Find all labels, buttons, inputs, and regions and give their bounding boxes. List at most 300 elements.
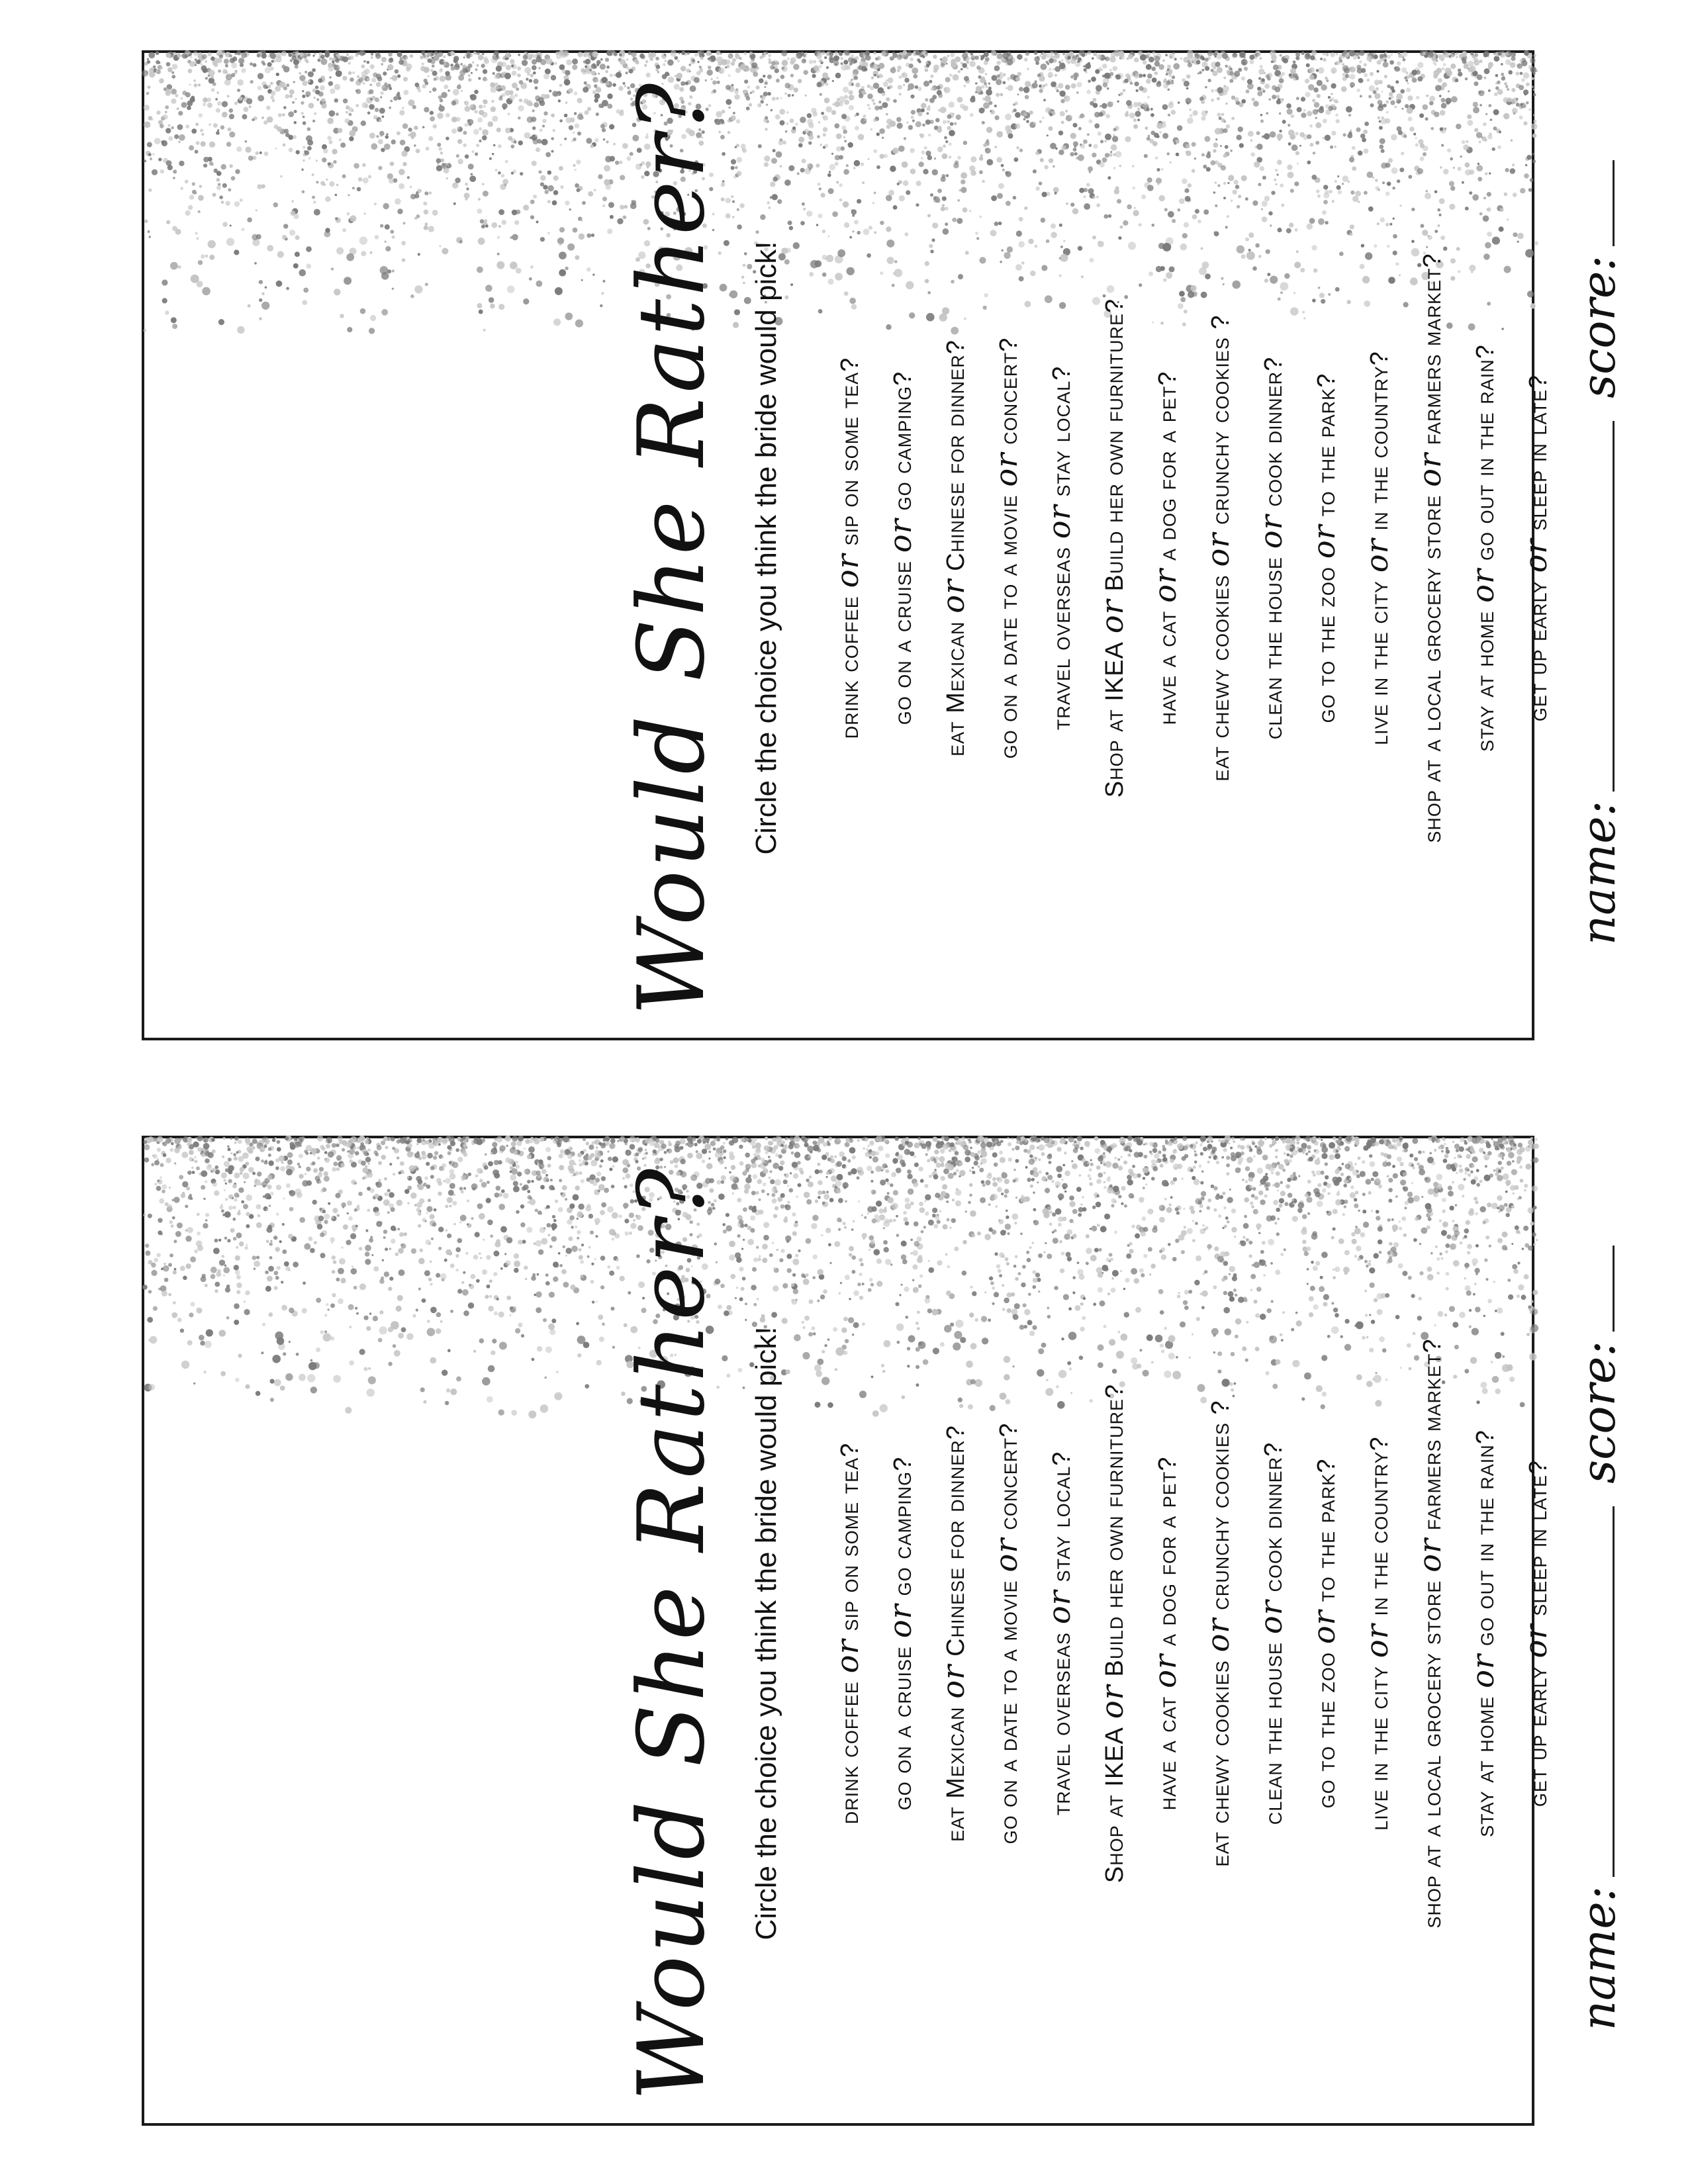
glitter-dot: [371, 56, 373, 59]
choice-a[interactable]: live in the city: [1366, 580, 1393, 745]
glitter-dot: [180, 187, 183, 190]
glitter-dot: [162, 1184, 167, 1189]
glitter-dot: [1074, 1140, 1076, 1143]
glitter-dot: [809, 60, 814, 64]
choice-a[interactable]: go to the zoo: [1313, 567, 1340, 723]
question-row: [1403, 65, 1456, 1031]
glitter-dot: [708, 58, 710, 60]
score-label: score:: [1571, 255, 1626, 398]
glitter-dot: [605, 58, 609, 62]
glitter-dot: [443, 1138, 447, 1143]
glitter-dot: [1259, 57, 1262, 60]
or-connector: or: [1253, 514, 1289, 549]
glitter-dot: [790, 60, 794, 65]
glitter-dot: [985, 57, 990, 62]
glitter-dot: [840, 57, 843, 60]
glitter-dot: [843, 60, 848, 64]
glitter-dot: [979, 54, 981, 56]
glitter-dot: [150, 158, 152, 160]
glitter-dot: [482, 52, 485, 55]
glitter-dot: [484, 57, 488, 61]
glitter-dot: [1264, 1137, 1267, 1140]
glitter-dot: [857, 1139, 860, 1142]
glitter-dot: [152, 169, 158, 175]
or-connector: or: [1359, 538, 1395, 573]
glitter-dot: [410, 54, 413, 58]
glitter-dot: [144, 329, 146, 332]
choice-a[interactable]: Shop at IKEA: [1101, 641, 1129, 798]
glitter-dot: [1067, 56, 1071, 60]
choice-b[interactable]: to the park?: [1313, 373, 1340, 517]
glitter-dot: [252, 1146, 256, 1150]
glitter-dot: [518, 54, 520, 56]
glitter-dot: [158, 62, 160, 64]
glitter-dot: [1041, 53, 1043, 55]
glitter-dot: [193, 51, 198, 56]
glitter-dot: [865, 55, 871, 61]
glitter-dot: [172, 324, 177, 329]
glitter-dot: [1524, 50, 1529, 56]
glitter-dot: [1231, 1137, 1235, 1140]
glitter-dot: [451, 52, 455, 56]
glitter-dot: [1128, 54, 1133, 59]
glitter-dot: [148, 189, 152, 192]
glitter-dot: [1377, 60, 1382, 65]
glitter-dot: [728, 54, 733, 59]
glitter-dot: [787, 58, 790, 60]
glitter-dot: [1213, 52, 1217, 56]
or-connector: or: [882, 518, 918, 553]
glitter-dot: [1147, 52, 1150, 56]
glitter-dot: [1380, 54, 1384, 58]
glitter-dot: [732, 58, 736, 62]
glitter-dot: [1280, 54, 1282, 57]
glitter-dot: [1079, 50, 1085, 56]
glitter-dot: [620, 59, 626, 65]
glitter-dot: [1359, 60, 1362, 64]
glitter-dot: [168, 136, 173, 141]
glitter-dot: [171, 317, 177, 323]
glitter-dot: [166, 62, 171, 67]
card-content: [185, 65, 1626, 1031]
glitter-dot: [739, 1145, 743, 1149]
glitter-dot: [1358, 56, 1360, 59]
glitter-dot: [1050, 51, 1054, 55]
glitter-dot: [526, 53, 528, 55]
glitter-dot: [1199, 1144, 1202, 1146]
or-connector: or: [988, 452, 1024, 487]
choice-a[interactable]: clean the house: [1260, 557, 1288, 740]
glitter-dot: [144, 220, 148, 223]
glitter-dot: [1195, 54, 1200, 59]
glitter-dot: [1200, 56, 1204, 60]
glitter-dot: [431, 53, 434, 56]
question-row: [1350, 65, 1403, 1031]
glitter-dot: [1232, 53, 1237, 58]
glitter-dot: [195, 58, 197, 61]
glitter-dot: [1311, 50, 1317, 56]
glitter-dot: [229, 54, 232, 58]
glitter-dot: [796, 56, 798, 58]
glitter-dot: [443, 56, 445, 58]
glitter-dot: [324, 50, 330, 56]
glitter-dot: [190, 56, 192, 58]
glitter-dot: [510, 59, 514, 64]
or-connector: or: [1094, 599, 1130, 634]
glitter-dot: [677, 60, 680, 62]
glitter-dot: [813, 60, 816, 64]
glitter-dot: [306, 60, 309, 64]
glitter-dot: [533, 54, 538, 59]
glitter-dot: [164, 87, 167, 91]
glitter-dot: [1326, 53, 1329, 56]
choice-b[interactable]: in the country?: [1366, 351, 1393, 531]
glitter-dot: [153, 66, 156, 69]
or-connector: or: [1041, 504, 1077, 539]
glitter-dot: [596, 60, 601, 65]
glitter-dot: [172, 64, 178, 69]
glitter-dot: [1389, 60, 1394, 65]
glitter-dot: [154, 1160, 160, 1165]
glitter-dot: [241, 52, 247, 58]
glitter-dot: [162, 114, 167, 120]
glitter-dot: [165, 310, 169, 314]
glitter-dot: [1359, 50, 1364, 56]
glitter-dot: [443, 60, 445, 62]
glitter-dot: [326, 1144, 330, 1148]
choice-b[interactable]: sleep in late?: [1524, 374, 1552, 531]
glitter-dot: [966, 61, 969, 64]
glitter-dot: [910, 58, 914, 62]
glitter-dot: [835, 51, 839, 55]
choice-a[interactable]: go on a cruise: [889, 561, 917, 725]
choice-a[interactable]: shop at a local grocery store: [1419, 494, 1446, 843]
glitter-dot: [1062, 53, 1065, 56]
glitter-dot: [1205, 58, 1209, 62]
glitter-dot: [1017, 54, 1023, 60]
glitter-dot: [577, 52, 583, 57]
glitter-dot: [177, 124, 183, 130]
glitter-dot: [1456, 52, 1458, 55]
instruction-text: Circle the choice you think the bride would pick!: [750, 241, 782, 855]
glitter-dot: [1249, 55, 1254, 60]
glitter-dot: [631, 52, 636, 57]
glitter-dot: [165, 128, 171, 133]
glitter-dot: [1397, 52, 1400, 54]
glitter-dot: [1403, 58, 1406, 62]
glitter-dot: [166, 220, 170, 224]
glitter-dot: [655, 57, 659, 61]
glitter-dot: [422, 1138, 425, 1141]
glitter-dot: [641, 55, 645, 60]
glitter-dot: [1462, 51, 1467, 56]
glitter-dot: [177, 108, 179, 111]
glitter-dot: [1070, 58, 1076, 64]
glitter-dot: [151, 118, 154, 120]
glitter-dot: [1301, 52, 1305, 55]
glitter-dot: [1475, 53, 1479, 57]
glitter-dot: [434, 51, 438, 55]
glitter-dot: [420, 56, 424, 60]
glitter-dot: [1196, 60, 1201, 65]
glitter-dot: [1134, 58, 1139, 62]
glitter-dot: [881, 51, 886, 56]
glitter-dot: [749, 52, 753, 56]
glitter-dot: [915, 51, 920, 56]
glitter-dot: [144, 121, 150, 128]
glitter-dot: [1258, 54, 1260, 56]
glitter-dot: [1323, 58, 1327, 62]
choice-a[interactable]: stay at home: [1472, 610, 1499, 752]
glitter-dot: [318, 59, 321, 62]
question-row: [874, 65, 927, 1031]
glitter-dot: [144, 105, 150, 111]
glitter-dot: [768, 58, 771, 61]
or-connector: or: [1200, 532, 1236, 567]
glitter-dot: [156, 51, 160, 55]
glitter-dot: [171, 71, 174, 74]
glitter-dot: [626, 59, 628, 61]
glitter-dot: [355, 54, 358, 57]
glitter-dot: [583, 54, 587, 58]
glitter-dot: [897, 54, 902, 60]
glitter-dot: [1105, 56, 1109, 61]
glitter-dot: [1180, 57, 1182, 60]
choice-b[interactable]: Chinese for dinner?: [942, 340, 970, 571]
choice-a[interactable]: drink coffee: [836, 596, 864, 739]
glitter-dot: [855, 56, 859, 60]
choice-a[interactable]: travel overseas: [1048, 547, 1076, 731]
or-connector: or: [1147, 569, 1183, 603]
question-row: [980, 65, 1033, 1031]
glitter-dot: [1250, 60, 1254, 64]
score-blank-line[interactable]: [1613, 160, 1615, 246]
choice-a[interactable]: eat chewy cookies: [1207, 574, 1235, 782]
glitter-dot: [680, 1146, 684, 1150]
glitter-dot: [476, 52, 480, 56]
glitter-dot: [1456, 56, 1458, 58]
glitter-dot: [1366, 56, 1372, 62]
glitter-dot: [1230, 1147, 1233, 1150]
glitter-dot: [614, 52, 618, 56]
glitter-dot: [388, 52, 393, 57]
glitter-dot: [1207, 51, 1213, 56]
glitter-dot: [572, 58, 578, 64]
glitter-dot: [865, 51, 870, 56]
glitter-dot: [427, 53, 431, 57]
glitter-dot: [144, 1158, 150, 1163]
glitter-dot: [271, 60, 274, 63]
glitter-dot: [1025, 52, 1029, 56]
glitter-dot: [397, 52, 402, 57]
glitter-dot: [257, 54, 261, 58]
glitter-dot: [277, 1140, 281, 1144]
or-connector: or: [1306, 524, 1342, 559]
glitter-dot: [180, 1328, 184, 1332]
game-card-bottom: [142, 1136, 1626, 2126]
glitter-dot: [650, 58, 653, 61]
glitter-dot: [664, 54, 666, 56]
glitter-dot: [845, 50, 850, 56]
glitter-dot: [764, 52, 767, 56]
glitter-dot: [173, 1197, 179, 1203]
glitter-dot: [824, 56, 827, 59]
choice-a[interactable]: eat Mexican: [942, 621, 970, 756]
glitter-dot: [725, 60, 730, 65]
glitter-dot: [171, 89, 177, 95]
glitter-dot: [670, 50, 677, 57]
glitter-dot: [1001, 58, 1006, 63]
glitter-dot: [169, 52, 171, 54]
glitter-dot: [173, 177, 175, 179]
glitter-dot: [1078, 58, 1082, 62]
glitter-dot: [955, 56, 961, 62]
glitter-dot: [1396, 1142, 1401, 1147]
glitter-dot: [681, 51, 685, 55]
glitter-dot: [664, 60, 667, 62]
choice-b[interactable]: stay local?: [1048, 365, 1076, 497]
glitter-dot: [318, 52, 322, 56]
glitter-dot: [168, 124, 171, 127]
glitter-dot: [1121, 56, 1125, 60]
glitter-dot: [148, 52, 155, 59]
question-row: [1192, 65, 1244, 1031]
glitter-dot: [1007, 54, 1013, 61]
glitter-dot: [1165, 54, 1168, 56]
choice-b[interactable]: sip on some tea?: [836, 357, 864, 546]
glitter-dot: [149, 68, 154, 73]
glitter-dot: [147, 142, 152, 148]
glitter-dot: [1043, 53, 1047, 57]
glitter-dot: [851, 54, 855, 58]
glitter-dot: [1143, 1144, 1145, 1146]
glitter-dot: [1470, 52, 1474, 55]
glitter-dot: [740, 1138, 745, 1142]
glitter-dot: [1145, 1142, 1148, 1146]
choice-a[interactable]: get up early: [1524, 580, 1552, 722]
glitter-dot: [1295, 1136, 1300, 1141]
glitter-dot: [142, 70, 148, 77]
glitter-dot: [1505, 52, 1509, 56]
glitter-dot: [172, 226, 177, 231]
glitter-dot: [762, 54, 764, 56]
glitter-dot: [512, 1136, 518, 1142]
glitter-dot: [1218, 1139, 1221, 1142]
glitter-dot: [182, 53, 188, 59]
choice-b[interactable]: cook dinner?: [1260, 356, 1288, 507]
question-row: [1509, 65, 1562, 1031]
choice-a[interactable]: have a cat: [1154, 610, 1182, 725]
glitter-dot: [144, 159, 146, 162]
glitter-dot: [173, 169, 177, 173]
glitter-dot: [546, 58, 553, 65]
glitter-dot: [332, 61, 334, 64]
glitter-dot: [147, 60, 150, 64]
glitter-dot: [1374, 54, 1378, 59]
question-row: [1139, 65, 1192, 1031]
question-row: [821, 65, 874, 1031]
glitter-dot: [177, 265, 181, 269]
glitter-dot: [348, 62, 351, 65]
choice-b[interactable]: a dog for a pet?: [1154, 371, 1182, 561]
glitter-dot: [980, 58, 983, 60]
choice-b[interactable]: crunchy cookies ?: [1207, 314, 1235, 525]
glitter-dot: [997, 53, 1003, 59]
glitter-dot: [148, 85, 151, 89]
glitter-dot: [1441, 59, 1444, 62]
name-score-footer: [1569, 65, 1628, 1031]
glitter-dot: [743, 52, 747, 55]
glitter-dot: [619, 54, 622, 56]
or-connector: or: [1518, 538, 1554, 573]
glitter-dot: [675, 56, 679, 60]
glitter-dot: [375, 52, 380, 57]
glitter-dot: [563, 51, 569, 57]
glitter-dot: [172, 75, 176, 79]
glitter-dot: [610, 54, 612, 56]
glitter-dot: [735, 53, 739, 57]
choice-b[interactable]: farmers market?: [1419, 253, 1446, 445]
choice-a[interactable]: go on a date to a movie: [995, 494, 1023, 759]
glitter-dot: [197, 1136, 203, 1142]
glitter-dot: [1483, 51, 1489, 57]
glitter-dot: [970, 53, 973, 56]
glitter-dot: [1314, 58, 1317, 61]
glitter-dot: [1076, 54, 1079, 58]
glitter-dot: [940, 58, 942, 60]
glitter-dot: [300, 54, 305, 58]
glitter-dot: [179, 161, 184, 166]
glitter-dot: [802, 59, 806, 64]
glitter-dot: [1222, 53, 1228, 59]
glitter-dot: [1338, 1136, 1342, 1140]
or-connector: or: [1465, 569, 1501, 603]
glitter-dot: [1138, 51, 1143, 56]
choice-b[interactable]: go camping?: [889, 371, 917, 511]
name-blank-line[interactable]: [1613, 421, 1615, 792]
glitter-dot: [149, 236, 151, 238]
glitter-dot: [1320, 58, 1323, 60]
glitter-dot: [148, 1290, 152, 1293]
glitter-dot: [768, 54, 771, 57]
glitter-dot: [1529, 57, 1531, 59]
glitter-dot: [1387, 55, 1391, 59]
glitter-dot: [716, 51, 721, 56]
glitter-dot: [167, 84, 173, 90]
choice-b[interactable]: concert?: [995, 337, 1023, 445]
glitter-dot: [1344, 54, 1348, 58]
choice-b[interactable]: go out in the rain?: [1472, 344, 1499, 561]
glitter-dot: [925, 62, 928, 64]
glitter-dot: [1336, 53, 1338, 56]
glitter-dot: [175, 94, 178, 97]
glitter-dot: [154, 138, 161, 144]
glitter-dot: [505, 52, 510, 58]
glitter-dot: [1143, 60, 1147, 64]
glitter-dot: [1271, 60, 1274, 63]
choice-b[interactable]: Build her own furniture?: [1101, 298, 1129, 592]
glitter-dot: [175, 1231, 181, 1237]
glitter-dot: [144, 1144, 150, 1150]
glitter-dot: [803, 54, 806, 58]
glitter-dot: [1323, 53, 1325, 56]
glitter-dot: [592, 51, 598, 57]
glitter-dot: [421, 51, 425, 55]
glitter-dot: [177, 53, 179, 56]
glitter-dot: [269, 53, 272, 56]
glitter-dot: [148, 153, 152, 156]
glitter-dot: [1283, 58, 1288, 64]
